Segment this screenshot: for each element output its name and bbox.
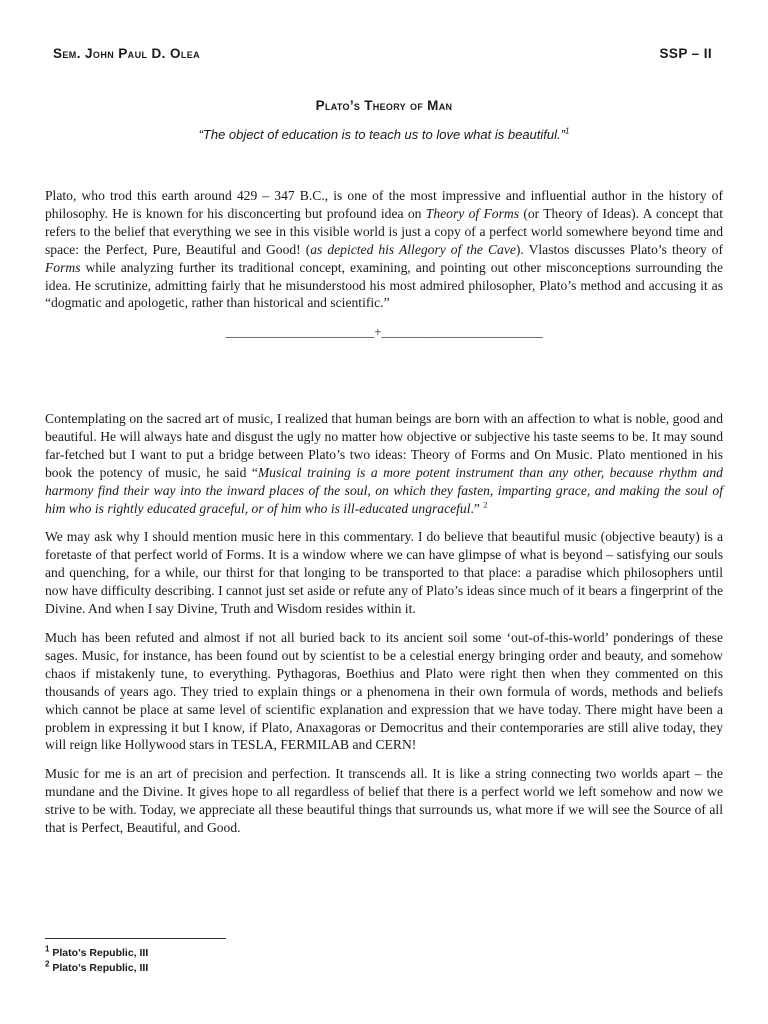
footnotes (45, 946, 148, 976)
intro-text-3: ). Vlastos discusses Plato’s theory of (515, 241, 723, 257)
author-name: Sem. John Paul D. Olea (53, 46, 201, 61)
intro-text-1: Plato, who trod this earth around 429 – 347 B.C., is one of the most impressive and influential author in the history of philosophy. He is known for his disconcerting but profound idea on (45, 188, 723, 221)
paragraph-music-contemplation (45, 410, 723, 517)
page-header (53, 46, 712, 61)
footnote-text: Plato’s Republic, III (49, 947, 149, 959)
paragraph-text: .” (470, 500, 484, 516)
epigraph-text: “The object of education is to teach us to love what is beautiful.” (198, 127, 565, 142)
body-text (45, 410, 723, 848)
intro-text-4: while analyzing further its traditional concept, examining, and pointing out other misconceptions surrounding the idea. He scrutinize, admitting fairly that he misunderstood his most admired philosopher, Plato’s method and accusing it as “dogmatic and apologetic, rather than historical and scientific.” (45, 259, 723, 311)
footnote-2 (45, 961, 148, 976)
paragraph-text: Contemplating on the sacred art of music, I realized that human beings are born with an affection to what is noble, good and beautiful. He will always hate and disgust the ugly no matter how objective or subjective his taste seems to be. It may sound far-fetched but I want to put a bridge between Plato’s two ideas: Theory of Forms and On Music. Plato mentioned in his book the potency of music, he said “ (45, 411, 723, 480)
intro-italic-forms: Forms (45, 259, 81, 275)
footnote-ref-2: 2 (483, 500, 488, 509)
intro-paragraph (45, 187, 723, 312)
section-divider: ________________________+__________________________ (225, 324, 543, 339)
paragraph-refuted-sages: Much has been refuted and almost if not all buried back to its ancient soil some ‘out-of-this-world’ ponderings of these sages. Music, for instance, has been found out by scientist to be a celestial energy bringing order and beauty, and somehow chaos if mistakenly tune, to everything. Pythagoras, Boethius and Plato were right then when they commented on this thousands of years ago. They tried to explain things or a phenomena in their own formula of words, methods and beliefs which cannot be place at same level of scientific explanation and expression that we have today. There might have been a problem in expressing it but I know, if Plato, Anaxagoras or Democritus and their contemporaries are still alive today, they will reign like Hollywood stars in TESLA, FERMILAB and CERN! (45, 629, 723, 753)
footnote-ref-1: 1 (564, 126, 570, 136)
republic-quote: Musical training is a more potent instrument than any other, because rhythm and harmony find their way into the inward places of the soul, on which they fasten, imparting grace, and making the soul of him who is rightly educated graceful, or of him who is ill-educated ungraceful (45, 464, 723, 516)
footnote-number: 1 (45, 944, 50, 954)
paragraph-why-music: We may ask why I should mention music here in this commentary. I do believe that beautiful music (objective beauty) is a foretaste of that perfect world of Forms. It is a window where we can have glimpse of what is beyond – satisfying our souls and quenching, for a while, our thirst for that longing to be transported to that place: a paradise which philosophers until now have difficulty describing. I cannot just set aside or refute any of Plato’s ideas since much of it bears a fingerprint of the Divine. And when I say Divine, Truth and Wisdom resides within it. (45, 529, 723, 617)
footnote-number: 2 (45, 959, 50, 969)
epigraph-quote (0, 127, 768, 142)
paragraph-music-for-me: Music for me is an art of precision and perfection. It transcends all. It is like a string connecting two worlds apart – the mundane and the Divine. It gives hope to all regardless of belief that there is a perfect world we left somehow and now we strive to be with. Today, we appreciate all these beautiful things that surrounds us, what more if we will see the Source of all that is Perfect, Beautiful, and Good. (45, 766, 723, 836)
intro-text-2: (or Theory of Ideas). A concept that refers to the belief that everything we see in this visible world is just a copy of a perfect world somewhere beyond time and space: the Perfect, Pure, Beautiful and Good! ( (45, 205, 723, 257)
footnote-text: Plato’s Republic, III (49, 962, 149, 974)
intro-italic-allegory: as depicted his Allegory of the Cave (310, 241, 516, 257)
intro-italic-theory-of-forms: Theory of Forms (425, 205, 519, 221)
footnote-1 (45, 946, 148, 961)
footnote-separator (45, 938, 226, 939)
course-code: SSP – II (659, 46, 712, 61)
document-title: Plato’s Theory of Man (315, 98, 453, 113)
